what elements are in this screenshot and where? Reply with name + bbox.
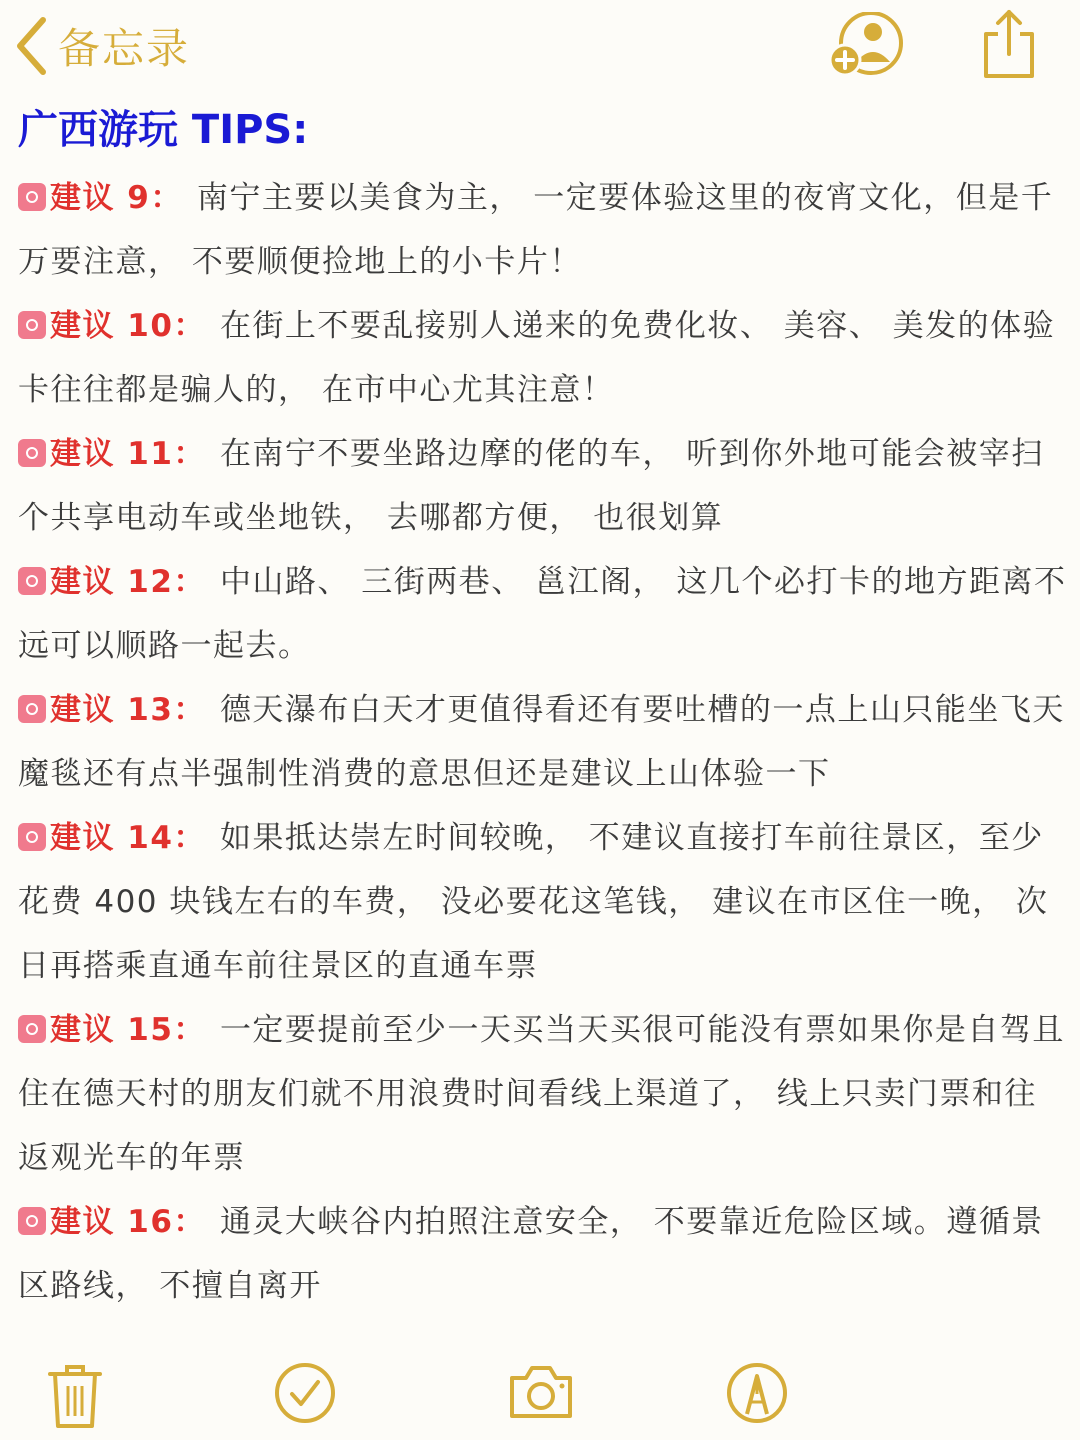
tip-label: 建议 10： [50,308,206,344]
pen-tip-icon [726,1362,788,1424]
checkmark-circle-icon [274,1362,336,1424]
share-note-button[interactable] [826,12,908,78]
tip-text: 在南宁不要坐路边摩的佬的车， 听到你外地可能会被宰扫个共享电动车或坐地铁， 去哪都方便， 也很划算 [18,436,1044,536]
note-body[interactable] [18,98,1068,1318]
back-button[interactable] [14,14,190,78]
tip-item [18,550,1068,678]
tip-text: 一定要提前至少一天买当天买很可能没有票如果你是自驾且住在德天村的朋友们就不用浪费时间看线上渠道了， 线上只卖门票和往返观光车的年票 [18,1012,1065,1176]
bottom-toolbar [0,1350,1080,1440]
camera-icon [506,1362,576,1422]
note-title: 广西游玩 TIPS: [18,107,309,153]
tip-item [18,678,1068,806]
camera-button[interactable] [506,1362,576,1422]
chevron-left-icon [14,16,48,76]
tip-label: 建议 11： [50,436,206,472]
tip-label: 建议 12： [50,564,206,600]
pink-square-bullet-icon [18,183,46,211]
checklist-button[interactable] [274,1362,336,1424]
tip-item [18,998,1068,1190]
tip-label: 建议 14： [50,820,206,856]
pink-square-bullet-icon [18,1207,46,1235]
pink-square-bullet-icon [18,439,46,467]
tip-text: 在街上不要乱接别人递来的免费化妆、 美容、 美发的体验卡往往都是骗人的， 在市中心尤其注意！ [18,308,1056,408]
tip-text: 中山路、 三街两巷、 邕江阁， 这几个必打卡的地方距离不远可以顺路一起去。 [18,564,1067,664]
tip-text: 通灵大峡谷内拍照注意安全， 不要靠近危险区域。遵循景区路线， 不擅自离开 [18,1204,1044,1304]
tip-label: 建议 13： [50,692,206,728]
share-icon [978,65,1040,84]
tip-label: 建议 15： [50,1012,206,1048]
tip-item [18,422,1068,550]
tip-label: 建议 9： [50,180,183,216]
pink-square-bullet-icon [18,567,46,595]
tip-item [18,294,1068,422]
tip-label: 建议 16： [50,1204,206,1240]
tip-text: 南宁主要以美食为主， 一定要体验这里的夜宵文化，但是千万要注意， 不要顺便捡地上的小卡片！ [18,180,1054,280]
tip-text: 德天瀑布白天才更值得看还有要吐槽的一点上山只能坐飞天魔毯还有点半强制性消费的意思但还是建议上山体验一下 [18,692,1065,792]
tip-text: 如果抵达崇左时间较晚， 不建议直接打车前往景区，至少花费 400 块钱左右的车费， 没必要花这笔钱， 建议在市区住一晚， 次日再搭乘直通车前往景区的直通车票 [18,820,1049,984]
tip-item [18,166,1068,294]
markup-button[interactable] [726,1362,788,1424]
trash-icon [46,1362,104,1430]
tip-item [18,1190,1068,1318]
tips-list [18,166,1068,1318]
add-person-icon [826,63,908,82]
pink-square-bullet-icon [18,311,46,339]
tip-item [18,806,1068,998]
back-label: 备忘录 [58,24,191,73]
pink-square-bullet-icon [18,823,46,851]
pink-square-bullet-icon [18,695,46,723]
pink-square-bullet-icon [18,1015,46,1043]
navigation-bar [0,0,1080,95]
delete-button[interactable] [46,1362,104,1430]
share-button[interactable] [978,8,1040,80]
